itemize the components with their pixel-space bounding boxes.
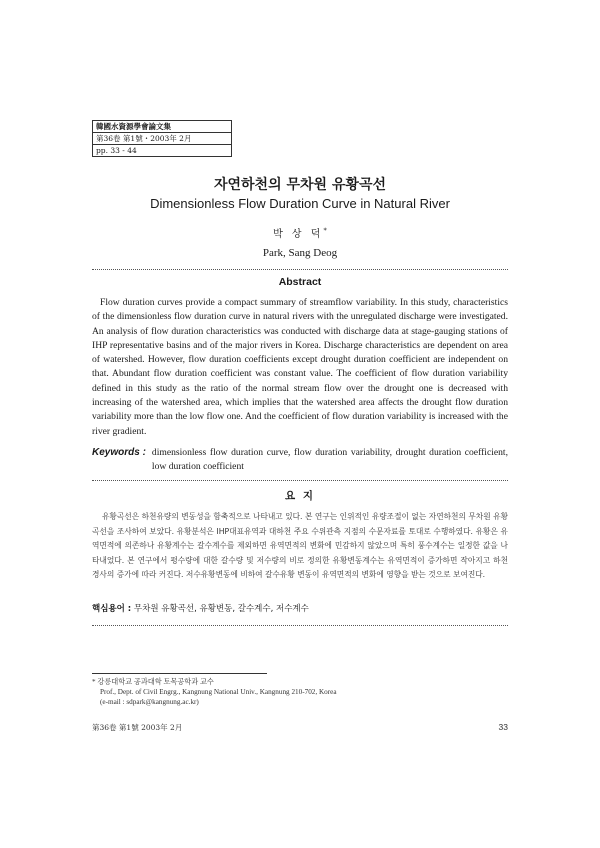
footnote-affiliation-kr: * 강릉대학교 공과대학 토목공학과 교수 [92, 678, 214, 686]
footnote-email: (e-mail : sdpark@kangnung.ac.kr) [100, 698, 199, 706]
title-english: Dimensionless Flow Duration Curve in Natural River [150, 196, 450, 211]
keywords-text: dimensionless flow duration curve, flow duration variability, drought duration coefficient, low duration coefficient [151, 447, 508, 473]
korean-abstract-heading: 요 지 [285, 490, 315, 502]
abstract-body: Flow duration curves provide a compact summary of streamflow variability. In this study, characteristics of the dimensionless flow duration curve in natural rivers with the unregulated discharge were investigated. An analysis of flow duration characteristics was conducted with discharge data at stage-gauging stations of IHP representative basins and of the major rivers in Korea. Discharge characteristics are dependent on area of watershed. However, flow duration coefficients except drought duration coefficient are independent on that. Abundant flow duration coefficient was constant value. The coefficient of flow duration variability defined in this study as the ratio of the normal stream flow over the drought one is decreased with increasing of the watershed area, which implies that the watershed area affects the drought flow duration variability more than the low flow one. And the coefficient of flow duration variability is increased with the river gradient. [92, 297, 508, 437]
divider-middle [92, 480, 508, 481]
author-korean-name: 박 상 덕 [273, 229, 324, 240]
author-korean [0, 225, 600, 240]
korean-keywords-label: 핵심용어 : [92, 604, 132, 614]
korean-keywords-text: 무차원 유황곡선, 유황변동, 갈수계수, 저수계수 [133, 604, 309, 614]
footnote-rule [92, 673, 267, 674]
journal-info-box [92, 120, 232, 157]
abstract-heading: Abstract [278, 276, 322, 288]
journal-volume: 第36卷 第1號・2003年 2月 [93, 133, 231, 145]
footer-issue: 第36卷 第1號 2003年 2月 [92, 723, 183, 732]
page-footer [92, 722, 508, 733]
korean-keywords-block [92, 603, 508, 616]
author-english: Park, Sang Deog [262, 247, 338, 259]
keywords-label: Keywords : [92, 447, 146, 458]
journal-pages: pp. 33 - 44 [96, 146, 137, 155]
author-footnote-mark: * [323, 226, 327, 235]
title-korean: 자연하천의 무차원 유황곡선 [213, 177, 387, 193]
page-number: 33 [498, 722, 508, 732]
korean-abstract-body: 유황곡선은 하천유량의 변동성을 함축적으로 나타내고 있다. 본 연구는 인위적인 유량조절이 없는 자연하천의 무차원 유황곡선을 조사하여 보았다. 유황분석은 IHP대표유역과 대하천 주요 수위관측 지점의 수문자료를 토대로 수행하였다. 유황은 유역면적에 의존하나 유황계수는 갈수계수를 제외하면 유역면적의 변화에 민감하지 않았으며 특히 풍수계수는 일정한 값을 나타내었다. 본 연구에서 평수량에 대한 갈수량 및 저수량의 비로 정의한 유황변동계수는 유역면적이 증가하면 작아지고 하천 경사의 증가에 따라 커진다. 저수유황변동에 비하여 갈수유황 변동이 유역면적의 변화에 영향을 받는 것으로 보여진다. [92, 512, 508, 579]
divider-top [92, 269, 508, 270]
footnote-affiliation-en: Prof., Dept. of Civil Engrg., Kangnung National Univ., Kangnung 210-702, Korea [100, 688, 337, 696]
divider-bottom [92, 625, 508, 626]
keywords-block [92, 446, 508, 475]
journal-name: 韓國水資源學會論文集 [93, 121, 231, 133]
footnote [92, 677, 508, 707]
